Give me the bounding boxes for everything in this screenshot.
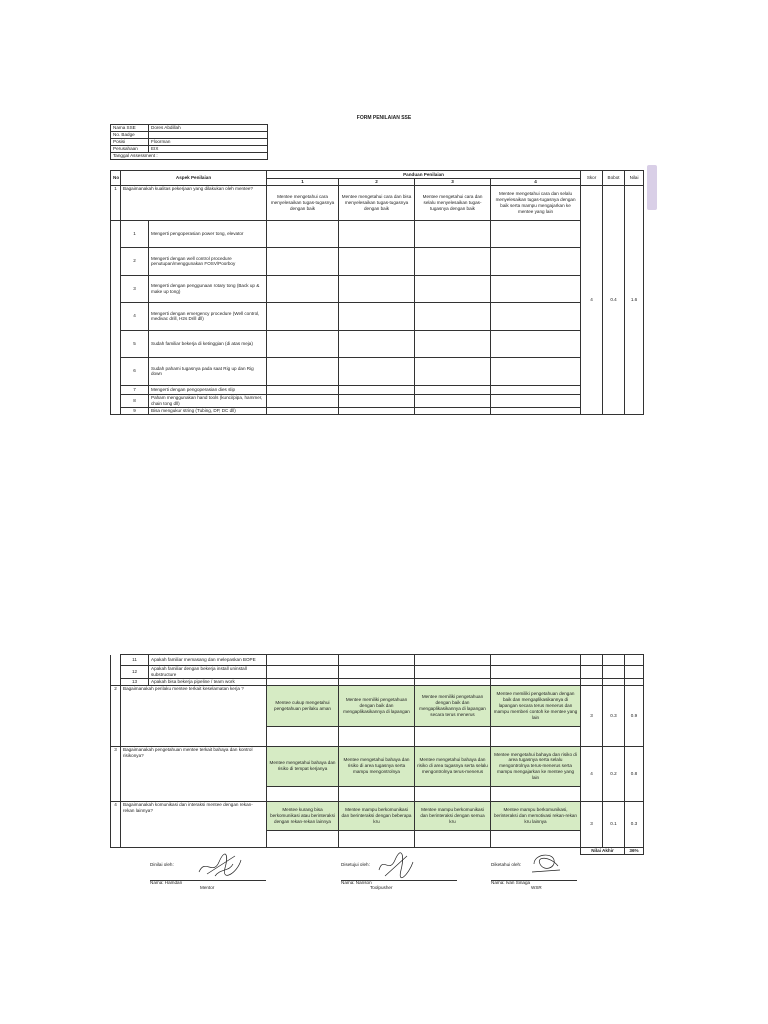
- header-level-3: 3: [415, 179, 491, 186]
- item-text: Sudah pahami tugasnya pada saat Rig up dan Rig down: [149, 357, 267, 385]
- signature-role-toolpusher: Toolpusher: [370, 885, 393, 890]
- signature-mark-mentor: [195, 850, 245, 880]
- header-level-1: 1: [267, 179, 339, 186]
- signature-name-toolpusher: Nama: Nanson: [341, 880, 372, 885]
- item-no: 13: [121, 678, 149, 685]
- q2-question: Bagaimanakah perilaku mentee terkait keselamatan kerja ?: [121, 685, 267, 746]
- item-text: Mengerti dengan emergency procedure (Well control, medivac drill, H2s Drill dll): [149, 302, 267, 330]
- q2-skor: 3: [581, 685, 603, 746]
- signature-role-wsr: WSR: [531, 885, 542, 890]
- form-title: FORM PENILAIAN SSE: [356, 115, 412, 121]
- item-text: Mengerti dengan penggunaan rotary tong (Back up & make up tong): [149, 275, 267, 302]
- q3-skor: 4: [581, 746, 603, 801]
- header-level-2: 2: [339, 179, 415, 186]
- item-no: 7: [121, 385, 149, 394]
- q4-level-4: Mentee mampu berkomunikasi, berinteraksi dan memotivasi rekan-rekan kru lainnya: [491, 801, 581, 830]
- item-text: Mengerti dengan pengoperasian dies slip: [149, 385, 267, 394]
- q3-question: Bagaimanakah pengetahuan mentee terkait bahaya dan kontrol risikonya?: [121, 746, 267, 801]
- item-text: Paham menggunakan hand tools (kunci/pipa, hammer, chain tong dll): [149, 394, 267, 407]
- info-value: Floorman: [149, 139, 268, 146]
- side-tab: [647, 165, 657, 210]
- q3-level-3: Mentee mengetahui bahaya dan risiko di area tugasnya serta selalu mengontrolnya terus-menerus: [415, 746, 491, 786]
- item-text: Sudah familiar bekerja di ketinggian (di atas meja): [149, 330, 267, 357]
- item-no: 5: [121, 330, 149, 357]
- signature-mark-toolpusher: [375, 850, 415, 880]
- info-value: EIX: [149, 146, 268, 153]
- q1-question: Bagaimanakah kualitas pekerjaan yang dilakukan oleh mentee?: [121, 185, 267, 220]
- item-text: Mengerti pengoperasian power tong, elevator: [149, 220, 267, 247]
- info-table: [110, 124, 268, 160]
- q3-level-4: Mentee mengetahui bahaya dan risiko di area tugasnya serta selalu mengontrolnya terus-menerus serta mampu mengajarkan ke mentee yang lain: [491, 746, 581, 786]
- header-skor: Skor: [581, 171, 603, 186]
- header-no: No: [111, 171, 121, 186]
- total-value: 36%: [625, 847, 644, 854]
- item-no: 3: [121, 275, 149, 302]
- signature-caption-mentor: Dinilai oleh:: [150, 862, 174, 867]
- signature-name-wsr: Nama: Ivan Sinaga: [491, 880, 531, 885]
- q2-no: 2: [111, 685, 121, 746]
- q1-nilai: 1.6: [625, 185, 644, 414]
- q1-level-1: Mentee mengetahui cara menyelesaikan tugas-tugasnya dengan baik: [267, 185, 339, 220]
- info-label: Posisi: [111, 139, 149, 146]
- q1-skor: 4: [581, 185, 603, 414]
- info-label: Tanggal Assessment :: [111, 153, 268, 160]
- q1-bobot: 0.4: [603, 185, 625, 414]
- q2-level-4: Mentee memiliki pengetahuan dengan baik dan mengaplikasikannya di lapangan secara terus menerus dan mampu memberi contoh ke mentee yang lain: [491, 685, 581, 726]
- item-no: 12: [121, 666, 149, 679]
- item-no: 11: [121, 655, 149, 666]
- item-no: 4: [121, 302, 149, 330]
- item-no: 9: [121, 407, 149, 414]
- signature-caption-toolpusher: Disetujui oleh:: [341, 862, 370, 867]
- assessment-table-page1: [110, 170, 644, 415]
- item-text: Mengerti dengan well control procedure penutupan/menggunakan FOSV/Poorboy: [149, 247, 267, 275]
- item-no: 8: [121, 394, 149, 407]
- signature-name-mentor: Nama: Hamdan: [150, 880, 183, 885]
- q2-nilai: 0.9: [625, 685, 644, 746]
- signature-mark-wsr: [528, 850, 564, 876]
- q4-nilai: 0.3: [625, 801, 644, 847]
- q1-level-4: Mentee mengetahui cara dan selalu menyelesaikan tugas-tugasnya dengan baik serta mampu mengajarkan ke mentee yang lain: [491, 185, 581, 220]
- q3-level-1: Mentee mengetahui bahaya dan risiko di tempat kerjanya: [267, 746, 339, 786]
- total-label: Nilai Akhir: [581, 847, 625, 854]
- q3-nilai: 0.8: [625, 746, 644, 801]
- header-bobot: Bobot: [603, 171, 625, 186]
- q3-bobot: 0.2: [603, 746, 625, 801]
- header-aspek: Aspek Penilaian: [121, 171, 267, 186]
- info-label: Perusahaan: [111, 146, 149, 153]
- q1-level-3: Mentee mengetahui cara dan selalu menyelesaikan tugas-tugasnya dengan baik: [415, 185, 491, 220]
- q4-level-1: Mentee kurang bisa berkomunikasi atau berinteraksi dengan rekan-rekan lainnya: [267, 801, 339, 830]
- q4-level-3: Mentee mampu berkomunikasi dan berinteraksi dengan semua kru: [415, 801, 491, 830]
- assessment-table-page2: [110, 654, 644, 855]
- q2-level-1: Mentee cukup mengetahui pengetahuan perilaku aman: [267, 685, 339, 726]
- q4-skor: 3: [581, 801, 603, 847]
- item-text: Bisa mengukur string (Tubing, DP, DC dll): [149, 407, 267, 414]
- q2-bobot: 0.3: [603, 685, 625, 746]
- q2-level-2: Mentee memiliki pengetahuan dengan baik dan mengaplikasikannya di lapangan: [339, 685, 415, 726]
- item-text: Apakah familiar memasang dan melepaskan BOPE: [149, 655, 267, 666]
- q3-level-2: Mentee mengetahui bahaya dan risiko di area tugasnya serta mampu mengontrolnya: [339, 746, 415, 786]
- q1-level-2: Mentee mengetahui cara dan bisa menyelesaikan tugas-tugasnya dengan baik: [339, 185, 415, 220]
- item-text: Apakah bisa bekerja pipeline / team work: [149, 678, 267, 685]
- q4-level-2: Mentee mampu berkomunikasi dan berinteraksi dengan beberapa kru: [339, 801, 415, 830]
- q4-question: Bagaimanakah komunikasi dan interaksi mentee dengan rekan-rekan lainnya?: [121, 801, 267, 847]
- item-text: Apakah familiar dengan bekerja install uninstall substructure: [149, 666, 267, 679]
- info-label: Nama SSE: [111, 125, 149, 132]
- q4-no: 4: [111, 801, 121, 847]
- item-no: 6: [121, 357, 149, 385]
- info-value: [149, 132, 268, 139]
- header-level-4: 4: [491, 179, 581, 186]
- signature-caption-wsr: Diketahui oleh:: [491, 862, 522, 867]
- q3-no: 3: [111, 746, 121, 801]
- item-no: 2: [121, 247, 149, 275]
- info-value: Dores Abdillah: [149, 125, 268, 132]
- q2-level-3: Mentee memiliki pengetahuan dengan baik dan mengaplikasikannya di lapangan secara terus menerus: [415, 685, 491, 726]
- info-label: No. Badge: [111, 132, 149, 139]
- header-nilai: Nilai: [625, 171, 644, 186]
- header-panduan: Panduan Penilaian: [267, 171, 581, 179]
- q1-no: 1: [111, 185, 121, 220]
- item-no: 1: [121, 220, 149, 247]
- signature-role-mentor: Mentor: [200, 885, 215, 890]
- q4-bobot: 0.1: [603, 801, 625, 847]
